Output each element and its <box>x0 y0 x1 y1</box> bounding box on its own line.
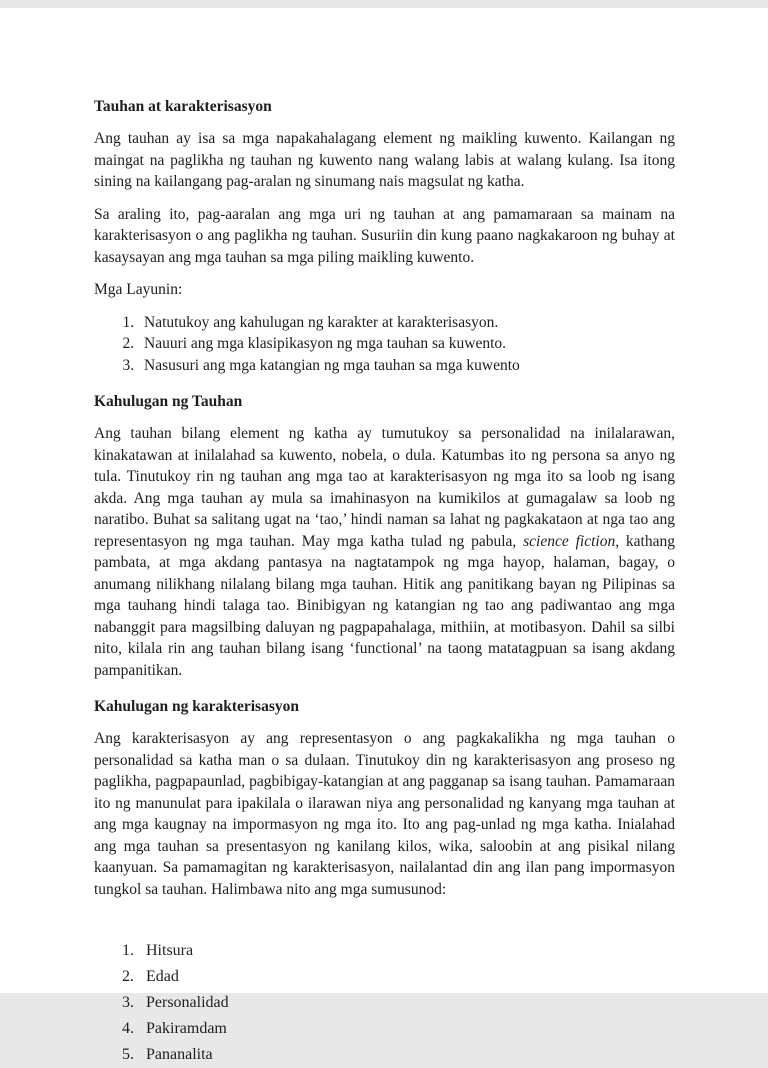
list-item <box>138 355 675 377</box>
section-heading-tauhan-at-karakterisasyon: Tauhan at karakterisasyon <box>94 98 272 115</box>
italic-term: science fiction, <box>523 532 620 550</box>
paragraph-text: Ang tauhan bilang element ng katha ay tumutukoy sa personalidad na inilalarawan, kinakatawan at inilalahad sa kuwento, nobela, o dula. Katumbas ito ng persona sa anyo ng tula. Tinutukoy rin ng tauhan ang mga tao at karakterisasyon ng mga ito sa loob ng isang akda. Ang mga tauhan ay mula sa imahinasyon na kumikilos at gumagalaw sa loob ng naratibo. Buhat sa salitang ugat na ‘tao,’ hindi naman sa lahat ng pagkakataon at nga tao ang representasyon ng mga tauhan. May mga katha tulad ng pabula, <box>94 425 675 550</box>
paragraph-kahulugan-tauhan <box>94 423 675 681</box>
list-item-text: Natutukoy ang kahulugan ng karakter at karakterisasyon. <box>144 313 499 331</box>
list-item-text: Nasusuri ang mga katangian ng mga tauhan sa mga kuwento <box>144 356 520 374</box>
section-heading-kahulugan-ng-karakterisasyon: Kahulugan ng karakterisasyon <box>94 698 299 715</box>
list-item-text: Personalidad <box>146 994 229 1011</box>
objectives-label: Mga Layunin: <box>94 281 183 298</box>
list-item-text: Pananalita <box>146 1046 213 1063</box>
list-item-text: Nauuri ang mga klasipikasyon ng mga tauhan sa kuwento. <box>144 335 507 352</box>
examples-list <box>94 938 675 1068</box>
list-item-text: Hitsura <box>146 942 194 959</box>
paragraph-overview: Sa araling ito, pag-aaralan ang mga uri ng tauhan at ang pamamaraan sa mainam na karakterisasyon o ang paglikha ng tauhan. Susuriin din kung paano nagkakaroon ng buhay at kasaysayan ang mga tauhan sa mga piling maikling kuwento. <box>94 205 675 266</box>
list-item <box>138 1042 675 1068</box>
list-item <box>138 964 675 990</box>
paragraph-kahulugan-karakterisasyon: Ang karakterisasyon ay ang representasyon o ang pagkakalikha ng mga tauhan o personalidad sa katha man o sa dulaan. Tinutukoy din ng karakterisasyon ang proseso ng paglikha, pagpapaunlad, pagbibigay-katangian at ang pagganap sa isang tauhan. Pamamaraan ito ng manunulat para ipakilala o ilarawan niya ang personalidad ng kanyang mga tauhan at ang mga kaugnay na impormasyon ng mga ito. Ito ang pag-unlad ng mga katha. Inialahad ang mga tauhan sa presentasyon ng kanilang kilos, wika, saloobin at ang pisikal nilang kaanyuan. Sa pamamagitan ng karakterisasyon, nailalantad din ang ilan pang impormasyon tungkol sa tauhan. Halimbawa nito ang mga sumusunod: <box>94 730 675 898</box>
objectives-list <box>94 312 675 377</box>
list-item <box>138 1016 675 1042</box>
paragraph-intro: Ang tauhan ay isa sa mga napakahalagang element ng maikling kuwento. Kailangan ng maingat na paglikha ng tauhan ng kuwento nang walang labis at walang kulang. Isa itong sining na kailangang pag-aralan ng sinumang nais magsulat ng katha. <box>94 130 675 190</box>
list-item <box>138 312 675 334</box>
section-heading-kahulugan-ng-tauhan: Kahulugan ng Tauhan <box>94 393 243 410</box>
list-item <box>138 938 675 964</box>
list-item <box>138 333 675 355</box>
list-item-text: Edad <box>146 968 179 985</box>
paragraph-text: kathang pambata, at mga akdang pantasya na nagtatampok ng mga hayop, halaman, bagay, o anumang nilikhang nilalang bilang mga tauhan. Hitik ang panitikang bayan ng Pilipinas sa mga tauhang hindi talaga tao. Binibigyan ng katangian ng tao ang padiwantao ang mga nabanggit para magsilbing daluyan ng pagpapahalaga, mithiin, at motibasyon. Dahil sa silbi nito, kilala rin ang tauhan bilang isang ‘functional’ na taong matatagpuan sa isang akdang pampanitikan. <box>94 532 675 679</box>
list-item-text: Pakiramdam <box>146 1020 227 1037</box>
list-item <box>138 990 675 1016</box>
document-page <box>0 8 768 1063</box>
